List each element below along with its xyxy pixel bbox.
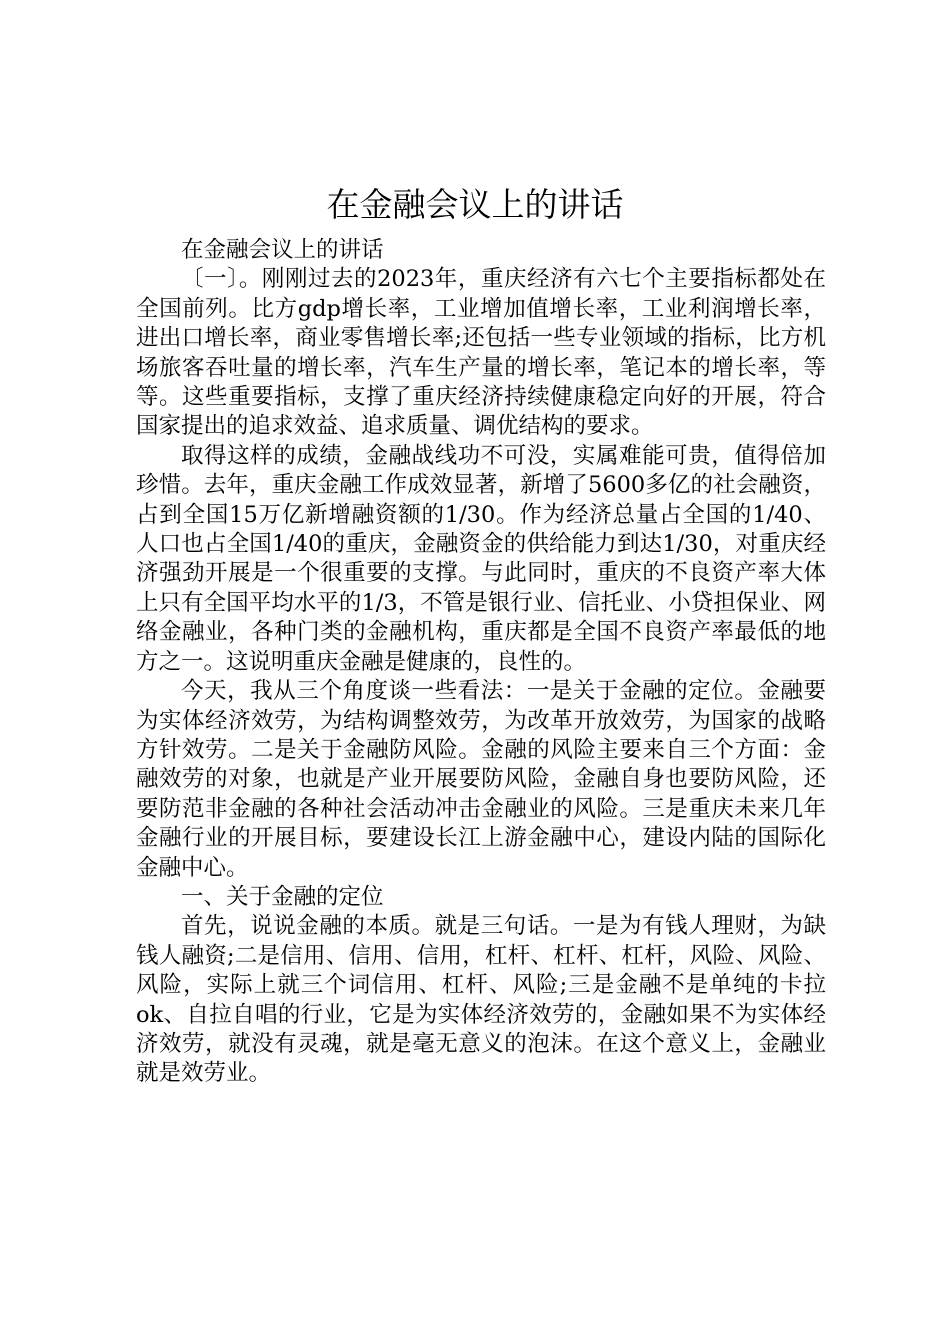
document-body xyxy=(136,236,826,1089)
paragraph: 取得这样的成绩，金融战线功不可没，实属难能可贵，值得倍加珍惜。去年，重庆金融工作成效显著，新增了5600多亿的社会融资，占到全国15万亿新增融资额的1/30。作为经济总量占全国的1/40、人口也占全国1/40的重庆，金融资金的供给能力到达1/30，对重庆经济强劲开展是一个很重要的支撑。与此同时，重庆的不良资产率大体上只有全国平均水平的1/3，不管是银行业、信托业、小贷担保业、网络金融业，各种门类的金融机构，重庆都是全国不良资产率最低的地方之一。这说明重庆金融是健康的，良性的。 xyxy=(136,442,826,675)
paragraph-subtitle: 在金融会议上的讲话 xyxy=(181,237,384,263)
paragraph: 首先，说说金融的本质。就是三句话。一是为有钱人理财，为缺钱人融资;二是信用、信用、信用，杠杆、杠杆、杠杆，风险、风险、风险，实际上就三个词信用、杠杆、风险;三是金融不是单纯的卡拉ok、自拉自唱的行业，它是为实体经济效劳的，金融如果不为实体经济效劳，就没有灵魂，就是毫无意义的泡沫。在这个意义上，金融业就是效劳业。 xyxy=(136,913,826,1087)
document-title: 在金融会议上的讲话 xyxy=(326,185,624,224)
section-heading: 一、关于金融的定位 xyxy=(181,883,384,910)
paragraph: 今天，我从三个角度谈一些看法：一是关于金融的定位。金融要为实体经济效劳，为结构调整效劳，为改革开放效劳，为国家的战略方针效劳。二是关于金融防风险。金融的风险主要来自三个方面：金融效劳的对象，也就是产业开展要防风险，金融自身也要防风险，还要防范非金融的各种社会活动冲击金融业的风险。三是重庆未来几年金融行业的开展目标，要建设长江上游金融中心，建设内陆的国际化金融中心。 xyxy=(136,678,826,881)
paragraph: 〔一〕。刚刚过去的2023年，重庆经济有六七个主要指标都处在全国前列。比方gdp增长率，工业增加值增长率，工业利润增长率，进出口增长率，商业零售增长率;还包括一些专业领域的指标，比方机场旅客吞吐量的增长率，汽车生产量的增长率，笔记本的增长率，等等。这些重要指标，支撑了重庆经济持续健康稳定向好的开展，符合国家提出的追求效益、追求质量、调优结构的要求。 xyxy=(136,266,826,440)
